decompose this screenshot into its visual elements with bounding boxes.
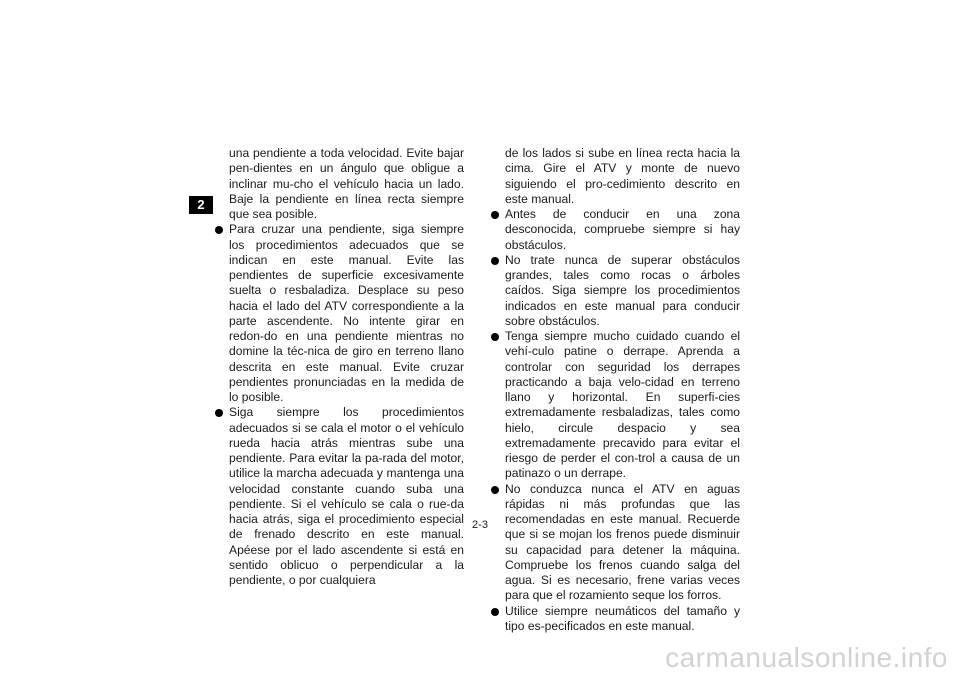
continuation-paragraph: una pendiente a toda velocidad. Evite bajar pen-dientes en un ángulo que obligue a inclinar mu-cho el vehículo hacia un lado. Baje la pendiente en línea recta siempre que sea posible. — [229, 146, 464, 221]
bullet-text: Utilice siempre neumáticos del tamaño y tipo es-pecificados en este manual. — [505, 603, 740, 633]
bullet-icon — [491, 211, 499, 219]
bullet-item — [491, 329, 740, 482]
watermark: carmanualsonline.info — [665, 642, 948, 673]
right-column — [491, 146, 740, 634]
bullet-text: Siga siempre los procedimientos adecuados si se cala el motor o el vehículo rueda hacia atrás mientras sube una pendiente. Para evitar la pa-rada del motor, utilice la marcha adecuada y mantenga una velocidad constante cuando suba una pendiente. Si el vehículo se cala o rue-da hacia atrás, siga el procedimiento especial de frenado descrito en este manual. Apéese por el lado ascendente si está en sentido oblicuo o perpendicular a la pendiente, o por cualquiera — [229, 405, 464, 587]
bullet-item — [491, 482, 740, 604]
bullet-icon — [215, 409, 223, 417]
bullet-text: No trate nunca de superar obstáculos grandes, tales como rocas o árboles caídos. Siga siempre los procedimientos indicados en este manual para conducir sobre obstáculos. — [505, 252, 740, 328]
bullet-icon — [491, 486, 499, 494]
bullet-text: Antes de conducir en una zona desconocida, compruebe siempre si hay obstáculos. — [505, 207, 740, 252]
left-column — [215, 146, 464, 588]
bullet-icon — [491, 608, 499, 616]
bullet-icon — [491, 257, 499, 265]
bullet-item — [491, 604, 740, 635]
bullet-text: No conduzca nunca el ATV en aguas rápidas ni más profundas que las recomendadas en este manual. Recuerde que si se mojan los frenos puede disminuir su capacidad para detener la máquina. Compruebe los frenos cuando salga del agua. Si es necesario, frene varias veces para que el rozamiento seque los forros. — [505, 481, 740, 603]
bullet-text: Para cruzar una pendiente, siga siempre los procedimientos adecuados que se indican en este manual. Evite las pendientes de superficie excesivamente suelta o resbaladiza. Desplace su peso hacia el lado del ATV correspondiente a la parte ascendente. No intente girar en redon-do en una pendiente mientras no domine la téc-nica de giro en terreno llano descrita en este manual. Evite cruzar pendientes pronunciadas en la medida de lo posible. — [229, 222, 464, 404]
chapter-tab: 2 — [189, 196, 213, 214]
bullet-icon — [215, 226, 223, 234]
bullet-item — [215, 405, 464, 588]
page-number: 2-3 — [472, 519, 488, 531]
bullet-icon — [491, 333, 499, 341]
continuation-paragraph: de los lados si sube en línea recta hacia la cima. Gire el ATV y monte de nuevo siguiendo el pro-cedimiento descrito en este manual. — [505, 146, 740, 206]
bullet-item — [215, 222, 464, 405]
bullet-item — [491, 253, 740, 329]
bullet-item — [491, 207, 740, 253]
bullet-text: Tenga siempre mucho cuidado cuando el vehí-culo patine o derrape. Aprenda a controlar con seguridad los derrapes practicando a baja velo-cidad en terreno llano y horizontal. En superfi-cies extremadamente resbaladizas, tales como hielo, circule despacio y sea extremadamente precavido para evitar el riesgo de perder el con-trol a causa de un patinazo o un derrape. — [505, 329, 740, 481]
